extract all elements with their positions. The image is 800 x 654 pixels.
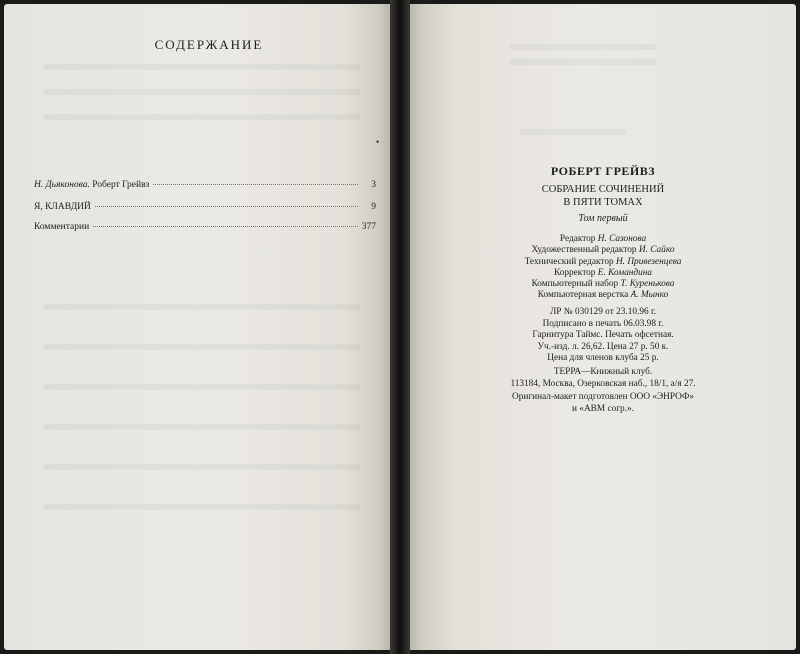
dot-leader — [153, 184, 358, 185]
collection-title-line: СОБРАНИЕ СОЧИНЕНИЙ — [541, 184, 665, 195]
toc-entry-title: Роберт Грейвз — [92, 180, 150, 190]
collection-title — [410, 183, 796, 209]
print-mark: • — [376, 137, 380, 147]
print-detail-line: Цена для членов клуба 25 р. — [547, 353, 659, 364]
dot-leader — [95, 206, 358, 207]
volume-label: Том первый — [578, 213, 628, 224]
staff-line: Компьютерная верстка А. Мынко — [537, 290, 669, 301]
print-detail-line: Подписано в печать 06.03.98 г. — [542, 318, 664, 329]
toc-entry — [34, 202, 376, 212]
toc-entry-title: Я, КЛАВДИЙ — [34, 202, 91, 212]
layout-credit-line: Оригинал-макет подготовлен ООО «ЭНРОФ» — [512, 392, 694, 402]
book-author: РОБЕРТ ГРЕЙВЗ — [550, 164, 656, 178]
staff-line: Технический редактор Н. Привезенцева — [524, 256, 682, 267]
book-gutter — [390, 0, 410, 654]
toc-entry-author: Н. Дьяконова. — [34, 180, 90, 190]
collection-title-line: В ПЯТИ ТОМАХ — [563, 197, 643, 208]
publisher-line: 113184, Москва, Озерковская наб., 18/1, а/я 27. — [510, 378, 696, 389]
layout-credit-line: и «АВМ согр.». — [572, 403, 634, 414]
staff-credits — [410, 234, 796, 302]
print-details — [410, 307, 796, 365]
toc-entry — [34, 180, 376, 190]
toc-entry-page: 9 — [371, 202, 376, 212]
toc-entry-page: 377 — [361, 222, 376, 232]
publisher-info — [410, 367, 796, 390]
right-page — [410, 4, 796, 650]
print-detail-line: Гарнитура Таймс. Печать офсетная. — [532, 330, 674, 341]
print-detail-line: ЛР № 030129 от 23.10.96 г. — [549, 307, 657, 317]
toc-entry — [34, 222, 376, 232]
toc-entry-page: 3 — [371, 180, 376, 190]
staff-line: Корректор Е. Командина — [553, 267, 653, 278]
left-page — [4, 4, 390, 650]
toc-entry-title: Комментарии — [34, 222, 90, 232]
staff-line: Редактор Н. Сазонова — [559, 234, 647, 244]
layout-credit — [410, 392, 796, 415]
contents-heading: СОДЕРЖАНИЕ — [154, 37, 264, 52]
publisher-line: ТЕРРА—Книжный клуб. — [553, 367, 653, 377]
staff-line: Художественный редактор И. Сайко — [531, 245, 675, 256]
dot-leader — [93, 226, 358, 227]
staff-line: Компьютерный набор Т. Куренькова — [531, 279, 675, 290]
print-detail-line: Уч.-изд. л. 26,62. Цена 27 р. 50 к. — [537, 341, 669, 352]
